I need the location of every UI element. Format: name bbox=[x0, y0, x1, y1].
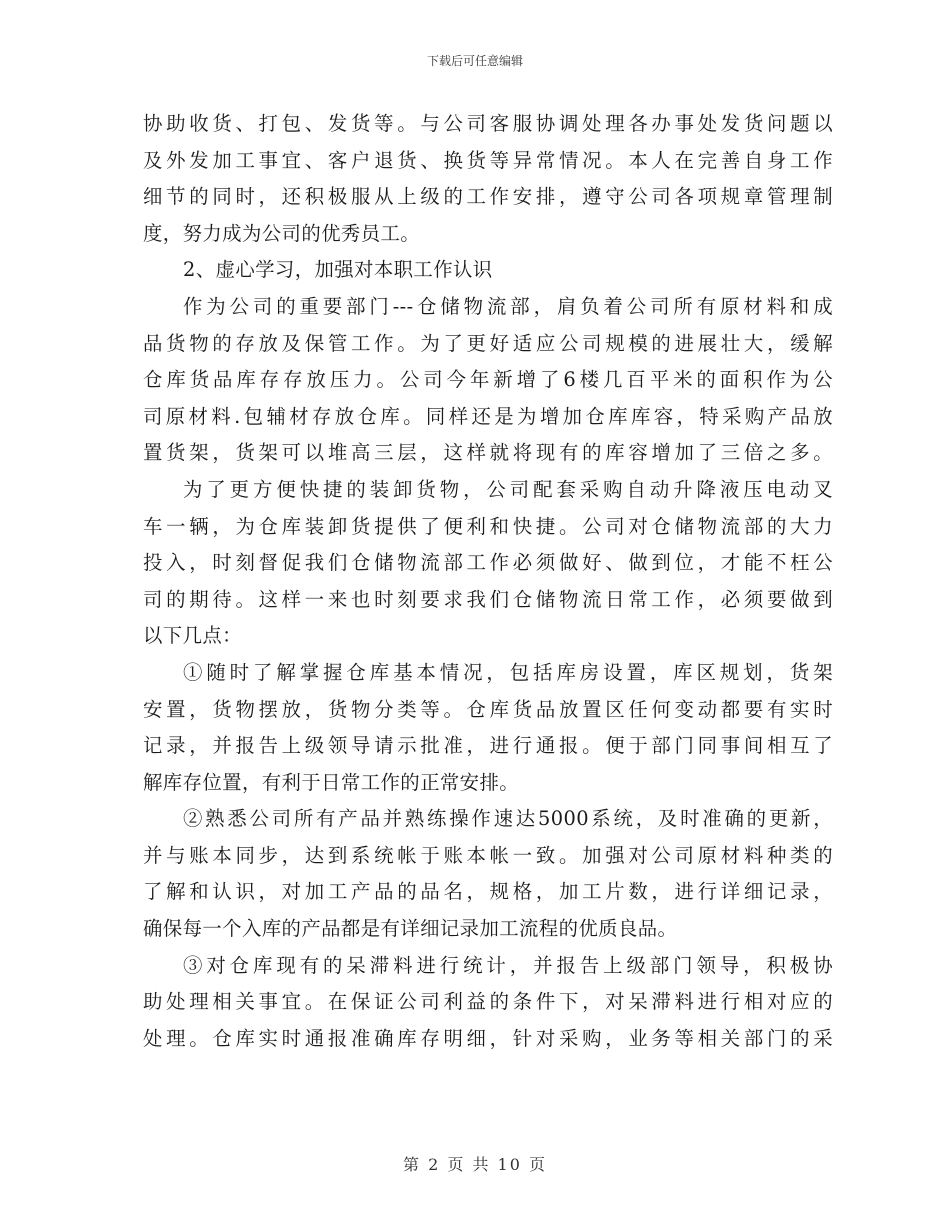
text-line: 品货物的存放及保管工作。为了更好适应公司规模的进展壮大，缓解 bbox=[143, 331, 833, 355]
text-line: 司原材料.包辅材存放仓库。同样还是为增加仓库库容，特采购产品放 bbox=[143, 404, 833, 428]
text-line: 以下几点： bbox=[143, 624, 242, 648]
text-line: ②熟悉公司所有产品并熟练操作速达5000系统，及时准确的更新， bbox=[183, 807, 833, 831]
text-line: 记录，并报告上级领导请示批准，进行通报。便于部门同事间相互了 bbox=[143, 734, 833, 758]
text-line: 投入，时刻督促我们仓储物流部工作必须做好、做到位，才能不枉公 bbox=[143, 551, 833, 575]
text-line: 仓库货品库存存放压力。公司今年新增了6楼几百平米的面积作为公 bbox=[143, 368, 833, 392]
text-line: 解库存位置，有利于日常工作的正常安排。 bbox=[143, 770, 520, 794]
text-line: 置货架，货架可以堆高三层，这样就将现有的库容增加了三倍之多。 bbox=[143, 441, 833, 465]
text-line: 确保每一个入库的产品都是有详细记录加工流程的优质良品。 bbox=[143, 917, 678, 941]
text-line: ①随时了解掌握仓库基本情况，包括库房设置，库区规划，货架 bbox=[183, 660, 833, 684]
page-header: 下载后可任意编辑 bbox=[426, 54, 523, 68]
text-line: 安置，货物摆放，货物分类等。仓库货品放置区任何变动都要有实时 bbox=[143, 697, 833, 721]
text-line: 助处理相关事宜。在保证公司利益的条件下，对呆滞料进行相对应的 bbox=[143, 990, 833, 1014]
text-line: 处理。仓库实时通报准确库存明细，针对采购，业务等相关部门的采 bbox=[143, 1026, 833, 1050]
text-line: 作为公司的重要部门---仓储物流部，肩负着公司所有原材料和成 bbox=[183, 294, 833, 318]
text-line: 司的期待。这样一来也时刻要求我们仓储物流日常工作，必须要做到 bbox=[143, 587, 833, 611]
text-line: 细节的同时，还积极服从上级的工作安排，遵守公司各项规章管理制 bbox=[143, 185, 833, 209]
text-line: 车一辆，为仓库装卸货提供了便利和快捷。公司对仓储物流部的大力 bbox=[143, 514, 833, 538]
document-body bbox=[143, 106, 833, 1057]
text-line: 及外发加工事宜、客户退货、换货等异常情况。本人在完善自身工作 bbox=[143, 148, 833, 172]
text-line: 为了更方便快捷的装卸货物，公司配套采购自动升降液压电动叉 bbox=[183, 477, 833, 501]
text-line: 了解和认识，对加工产品的品名，规格，加工片数，进行详细记录， bbox=[143, 880, 833, 904]
text-line: 2、虚心学习，加强对本职工作认识 bbox=[183, 258, 493, 282]
text-line: 协助收货、打包、发货等。与公司客服协调处理各办事处发货问题以 bbox=[143, 112, 833, 135]
text-line: ③对仓库现有的呆滞料进行统计，并报告上级部门领导，积极协 bbox=[183, 953, 833, 977]
text-line: 度，努力成为公司的优秀员工。 bbox=[143, 221, 421, 245]
page-footer: 第 2 页 共 10 页 bbox=[403, 1155, 547, 1174]
text-line: 并与账本同步，达到系统帐于账本帐一致。加强对公司原材料种类的 bbox=[143, 843, 833, 867]
